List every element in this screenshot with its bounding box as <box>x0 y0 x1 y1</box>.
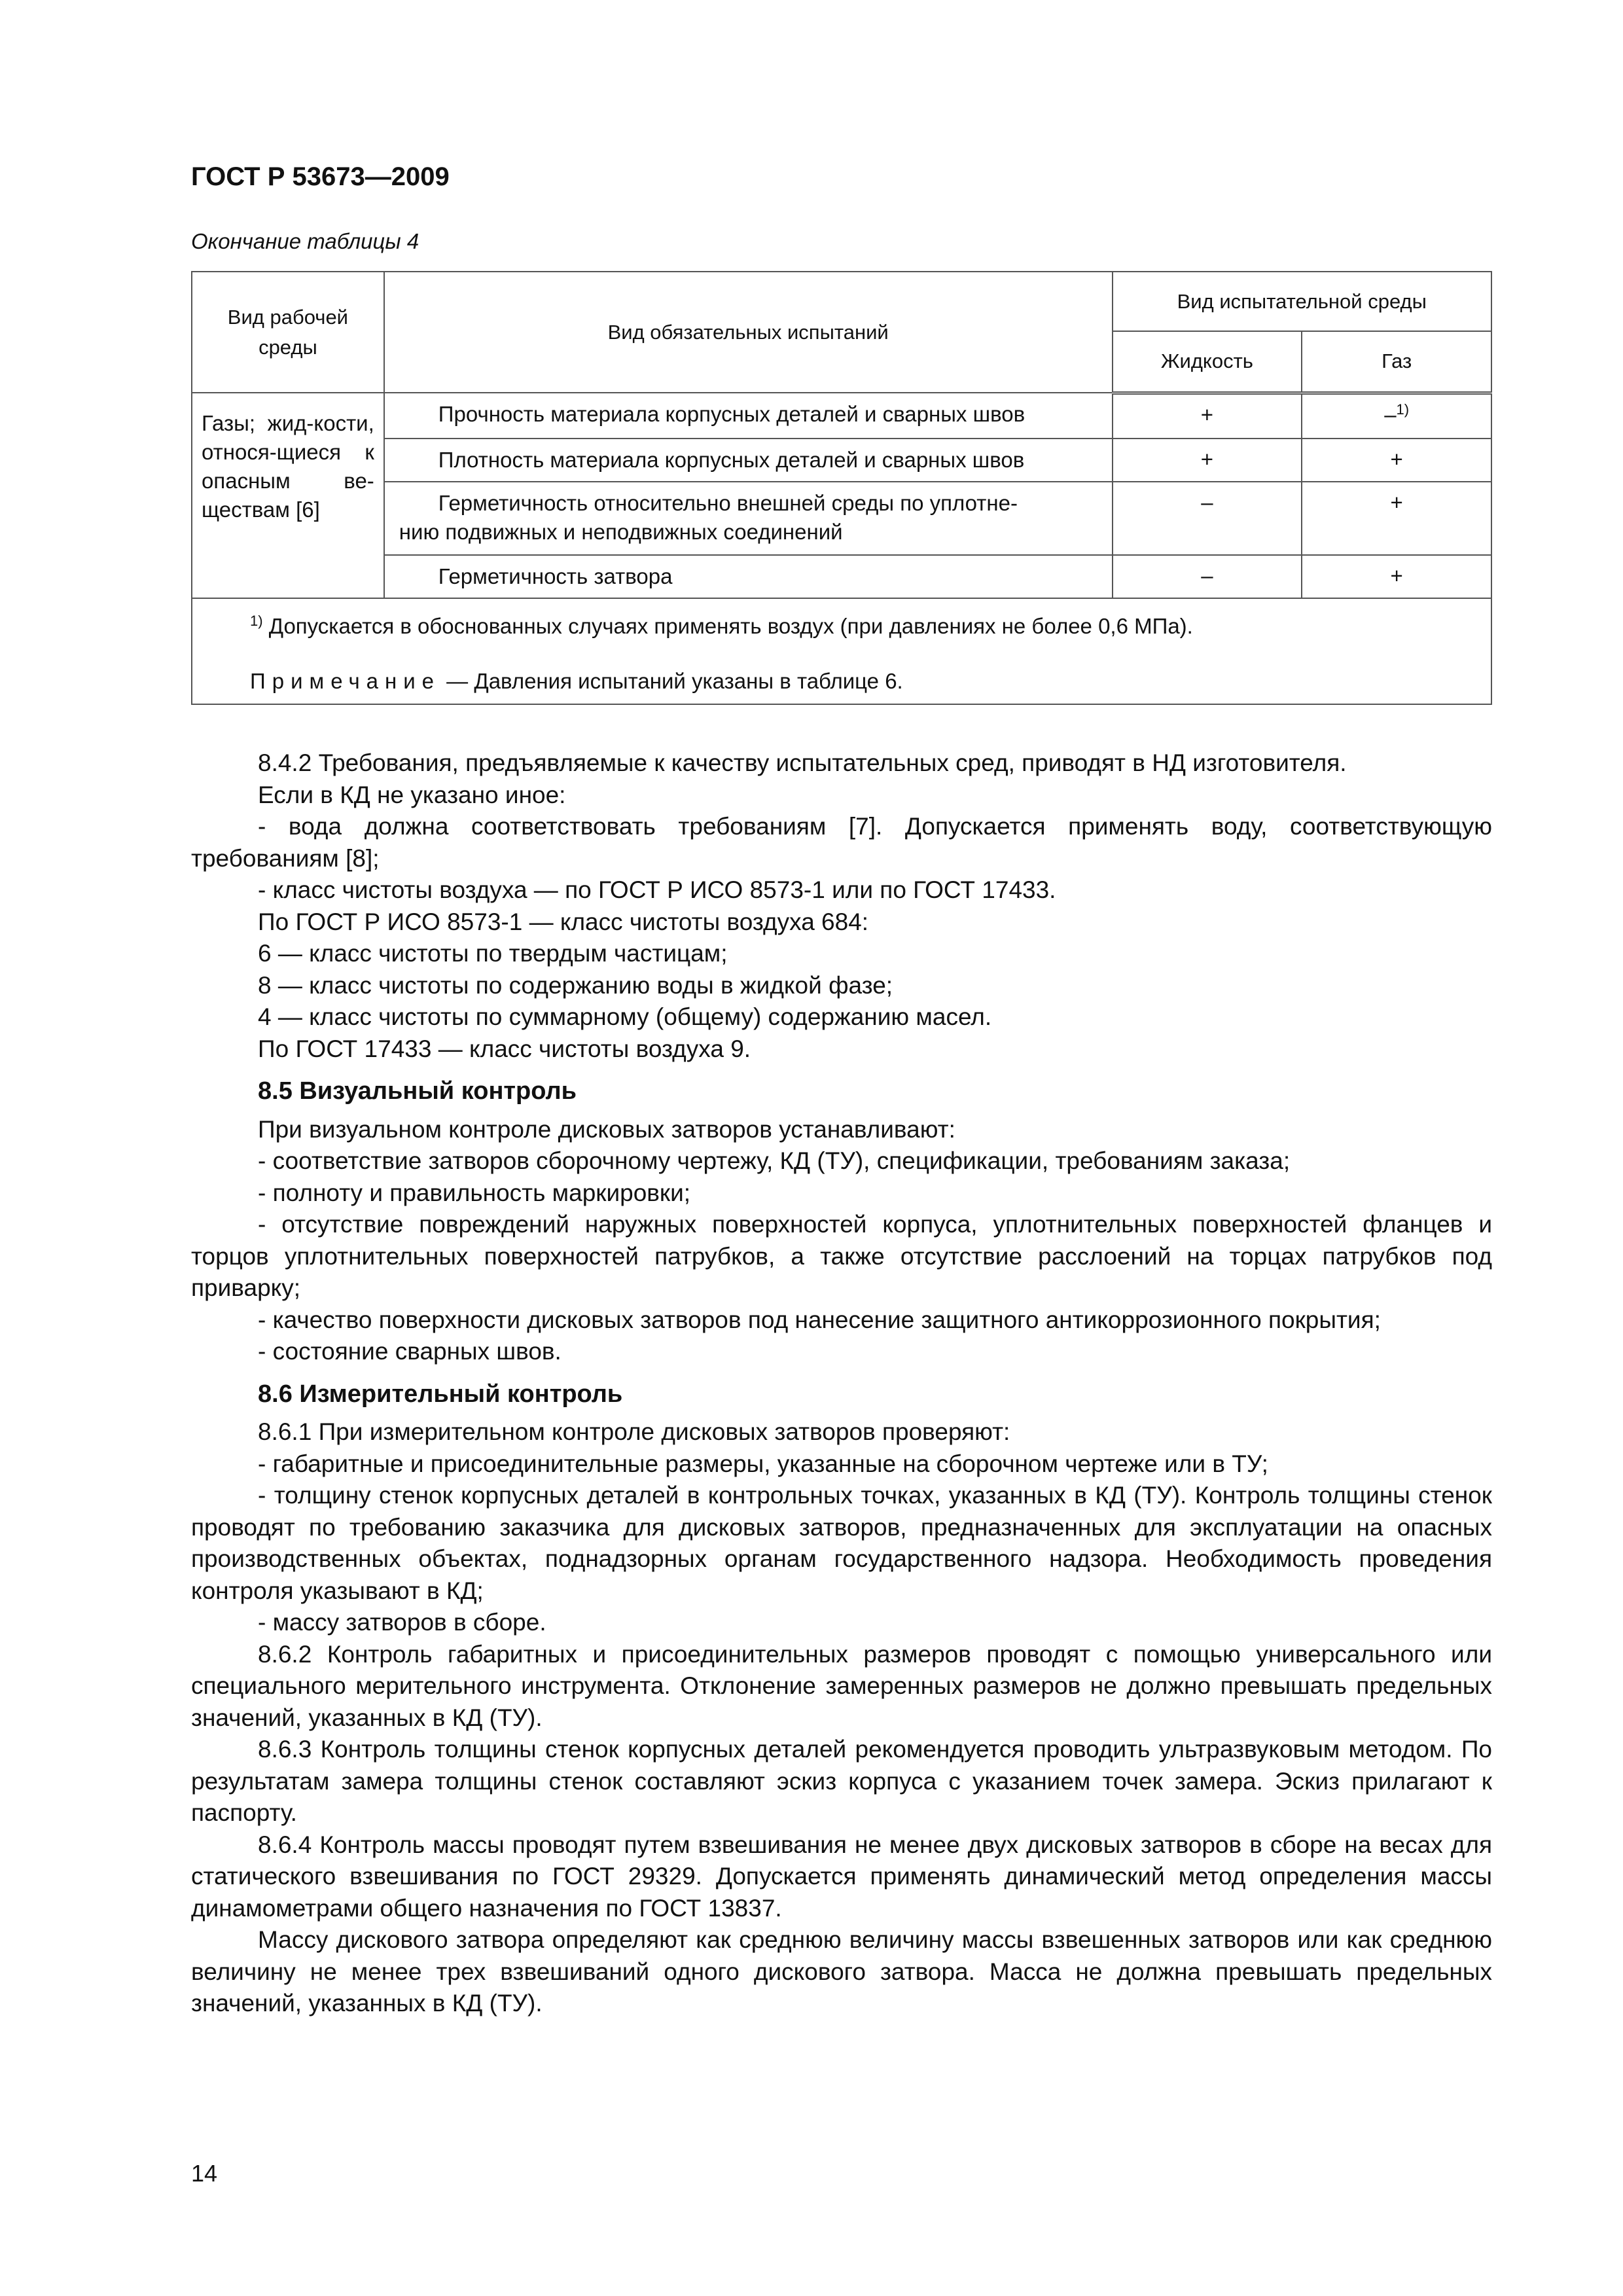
gas-cell: + <box>1302 482 1491 555</box>
list-item: - состояние сварных швов. <box>258 1338 562 1365</box>
section-heading: 8.5 Визуальный контроль <box>258 1077 577 1105</box>
liquid-cell: + <box>1113 439 1302 482</box>
header-medium: Вид рабочей среды <box>192 272 384 393</box>
list-item: - габаритные и присоединительные размеры, указанные на сборочном чертеже или в ТУ; <box>258 1450 1268 1477</box>
header-gas: Газ <box>1302 331 1491 393</box>
header-liquid: Жидкость <box>1113 331 1302 393</box>
list-item: - массу затворов в сборе. <box>258 1609 546 1636</box>
test-cell: Плотность материала корпусных деталей и сварных швов <box>384 439 1113 482</box>
list-item: - толщину стенок корпусных деталей в контрольных точках, указанных в КД (ТУ). Контроль толщины стенок проводят по требованию заказчика для дисковых затворов, предназначенных для эксплуатации на опасных производственных объектах, поднадзорных органам государственного надзора. Необходимость проведения контроля указывают в КД; <box>191 1482 1492 1604</box>
paragraph: 8.4.2 Требования, предъявляемые к качеству испытательных сред, приводят в НД изготовителя. <box>258 749 1347 776</box>
medium-cell: Газы; жид-кости, относя-щиеся к опасным ве-ществам [6] <box>192 393 384 598</box>
test-cell: Герметичность относительно внешней среды по уплотне- нию подвижных и неподвижных соединений <box>384 482 1113 555</box>
gas-cell: + <box>1302 439 1491 482</box>
section-heading: 8.6 Измерительный контроль <box>258 1380 623 1408</box>
liquid-cell: + <box>1113 393 1302 439</box>
table-caption: Окончание таблицы 4 <box>191 229 419 253</box>
gas-cell: –$^{1)}$ <box>1302 393 1491 439</box>
paragraph: Если в КД не указано иное: <box>258 781 566 808</box>
document-header: ГОСТ Р 53673—2009 <box>191 162 450 191</box>
header-test-medium: Вид испытательной среды <box>1113 272 1491 331</box>
liquid-cell: – <box>1113 482 1302 555</box>
page-number: 14 <box>191 2160 218 2187</box>
list-item: - соответствие затворов сборочному чертежу, КД (ТУ), спецификации, требованиям заказа; <box>258 1147 1291 1174</box>
list-item: - класс чистоты воздуха — по ГОСТ Р ИСО 8573-1 или по ГОСТ 17433. <box>258 876 1056 903</box>
paragraph: 8 — класс чистоты по содержанию воды в жидкой фазе; <box>258 971 893 999</box>
paragraph: По ГОСТ Р ИСО 8573-1 — класс чистоты воздуха 684: <box>258 908 869 935</box>
paragraph: 6 — класс чистоты по твердым частицам; <box>258 940 728 967</box>
liquid-cell: – <box>1113 555 1302 598</box>
test-cell: Герметичность затвора <box>384 555 1113 598</box>
body-text <box>191 747 1492 2020</box>
list-item: - полноту и правильность маркировки; <box>258 1179 691 1206</box>
paragraph: 8.6.3 Контроль толщины стенок корпусных деталей рекомендуется проводить ультразвуковым методом. По результатам замера толщины стенок составляют эскиз корпуса с указанием точек замера. Эскиз прилагают к паспорту. <box>191 1736 1492 1826</box>
list-item: - качество поверхности дисковых затворов под нанесение защитного антикоррозионного покрытия; <box>258 1306 1381 1333</box>
table-note: Примечание — Давления испытаний указаны в таблице 6. <box>250 669 903 693</box>
test-cell: Прочность материала корпусных деталей и сварных швов <box>384 393 1113 439</box>
gas-cell: + <box>1302 555 1491 598</box>
list-item: - вода должна соответствовать требованиям [7]. Допускается применять воду, соответствующую требованиям [8]; <box>191 813 1492 872</box>
paragraph: При визуальном контроле дисковых затворов устанавливают: <box>258 1115 955 1143</box>
paragraph: 8.6.2 Контроль габаритных и присоединительных размеров проводят с помощью универсального или специального мерительного инструмента. Отклонение замеренных размеров не должно превышать предельных значений, указанных в КД (ТУ). <box>191 1640 1492 1731</box>
footnote: $^{1)}$ Допускается в обоснованных случаях применять воздух (при давлениях не более 0,6 МПа). <box>250 613 1193 638</box>
table-footer <box>192 598 1491 704</box>
paragraph: 4 — класс чистоты по суммарному (общему) содержанию масел. <box>258 1003 992 1030</box>
header-tests: Вид обязательных испытаний <box>384 272 1113 393</box>
list-item: - отсутствие повреждений наружных поверхностей корпуса, уплотнительных поверхностей фланцев и торцов уплотнительных поверхностей патрубков, а также отсутствие расслоений на торцах патрубков под приварку; <box>191 1211 1492 1301</box>
table-4 <box>191 271 1492 705</box>
paragraph: Массу дискового затвора определяют как среднюю величину массы взвешенных затворов или как среднюю величину не менее трех взвешиваний одного дискового затвора. Масса не должна превышать предельных значений, указанных в КД (ТУ). <box>191 1926 1492 2017</box>
paragraph: 8.6.1 При измерительном контроле дисковых затворов проверяют: <box>258 1418 1010 1445</box>
paragraph: По ГОСТ 17433 — класс чистоты воздуха 9. <box>258 1035 751 1062</box>
footnote-ref: 1) <box>1396 401 1410 418</box>
paragraph: 8.6.4 Контроль массы проводят путем взвешивания не менее двух дисковых затворов в сборе на весах для статического взвешивания по ГОСТ 29329. Допускается применять динамический метод определения массы динамометрами общего назначения по ГОСТ 13837. <box>191 1831 1492 1922</box>
